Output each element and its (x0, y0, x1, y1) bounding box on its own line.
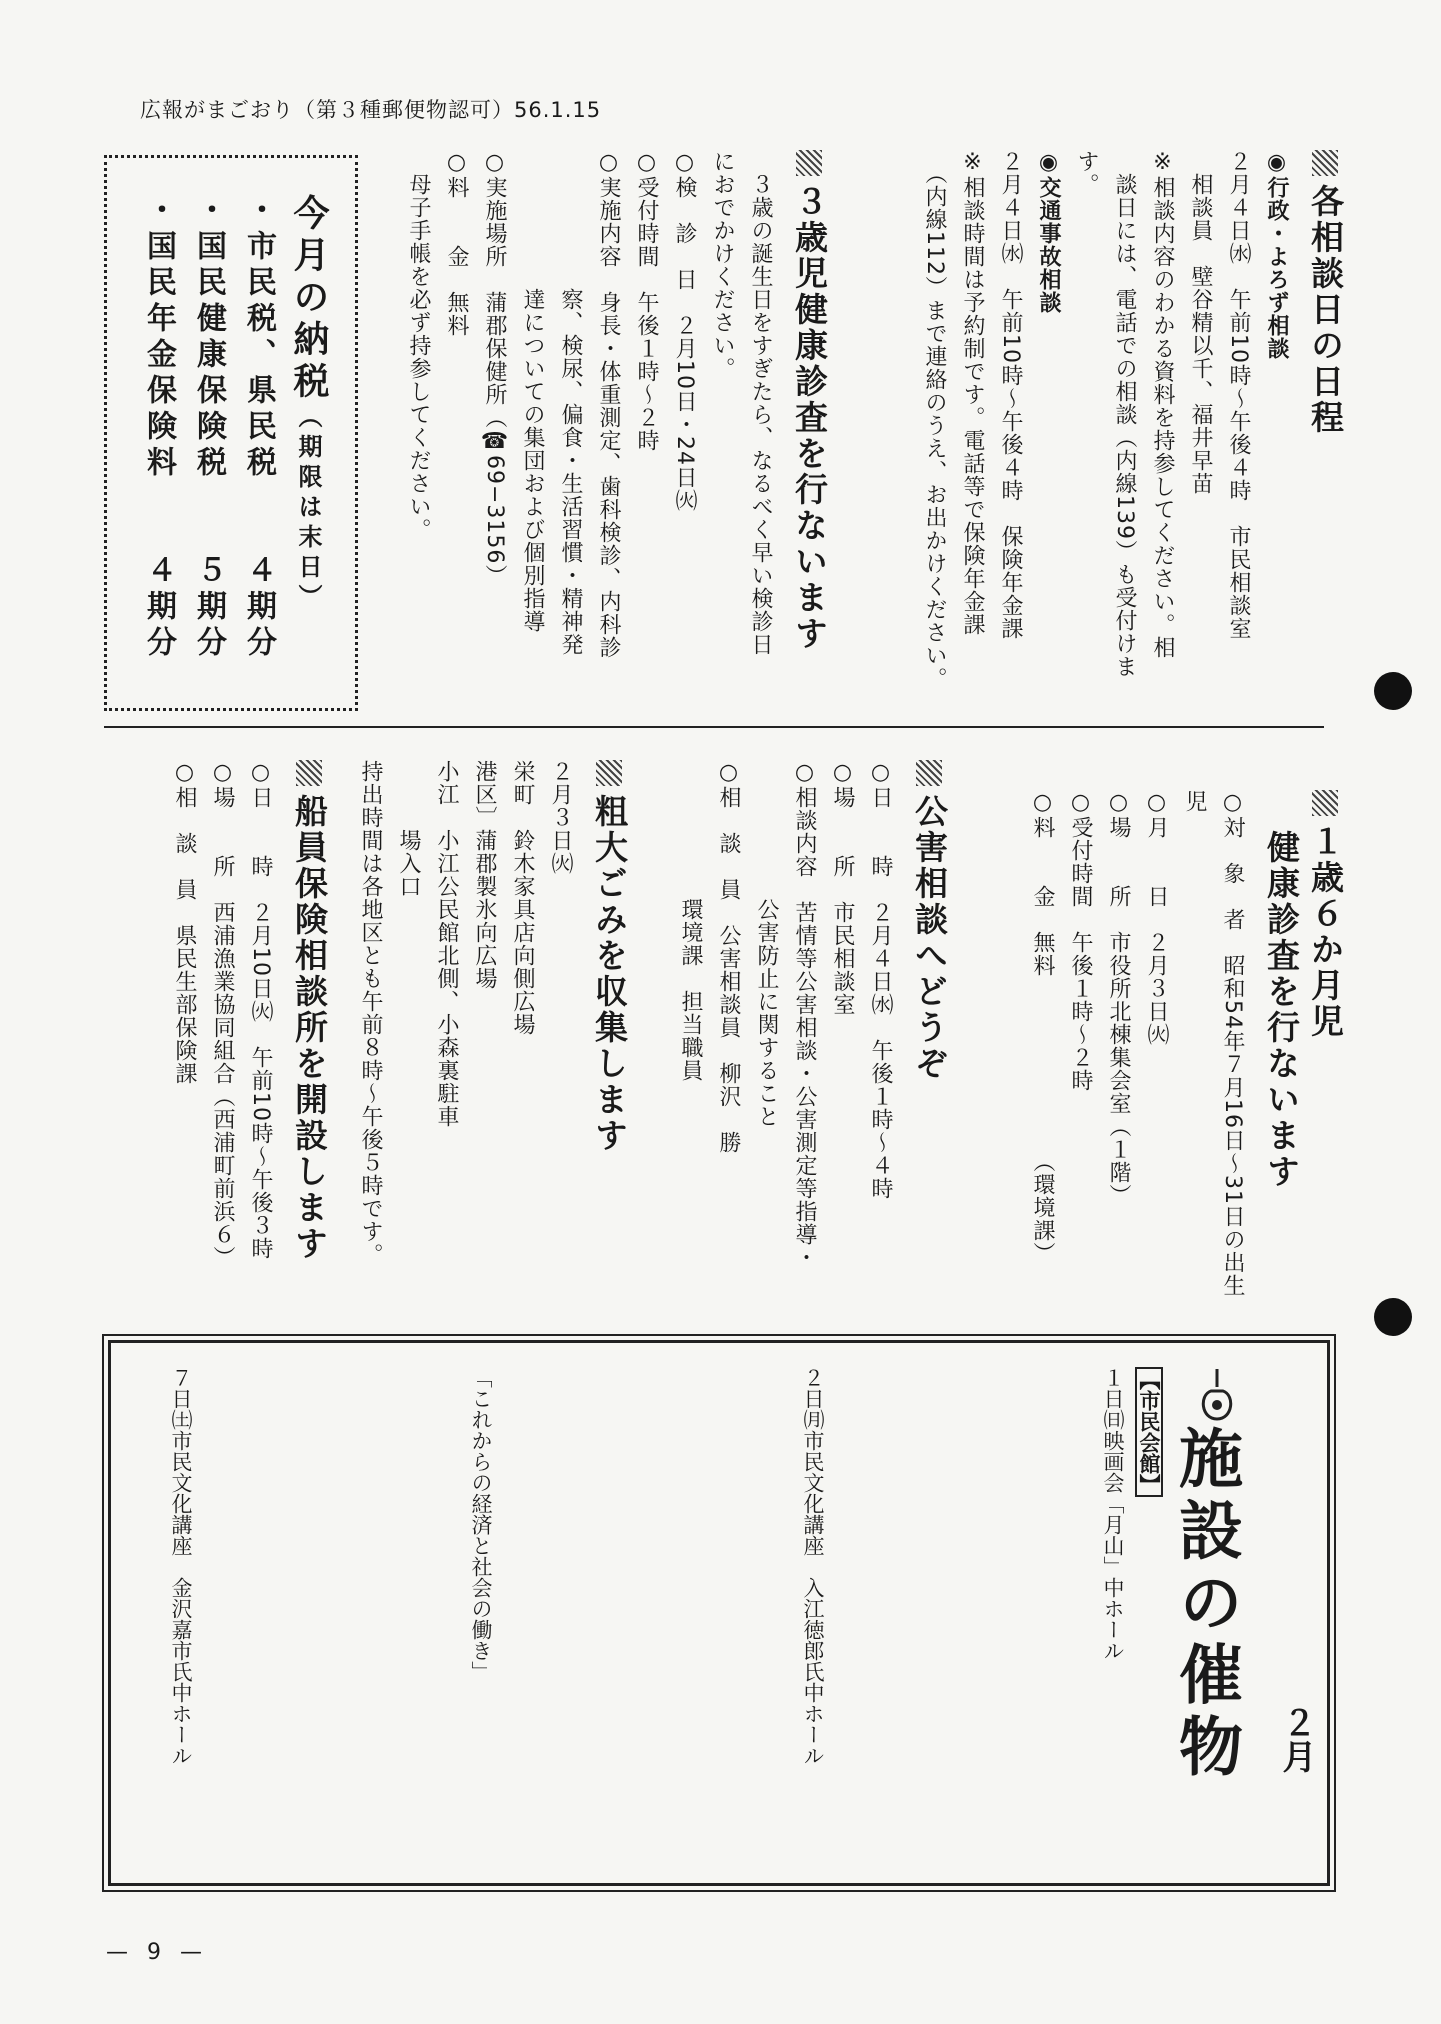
pollution-line: 環境課 担当職員 (678, 760, 703, 1082)
binder-hole-icon (1374, 1298, 1412, 1336)
consult-line: ２月４日㈬ 午前10時〜午後４時 市民相談室 (1226, 150, 1251, 640)
garbage-title: 粗大ごみを収集します (587, 760, 631, 1300)
garbage-line: 場入口 (396, 760, 421, 898)
checkup-3yo-line: におでかけください。 (710, 150, 735, 380)
binder-hole-icon (1374, 672, 1412, 710)
pollution-line: ○日 時 ２月４日㈬ 午後１時〜４時 (868, 760, 893, 1200)
checkup-1yo-line: ○場 所 市役所北棟集会室（１階） (1106, 790, 1131, 1207)
page-number: — 9 — (106, 1940, 208, 1965)
pollution-section (671, 760, 951, 1300)
pollution-line: ○相 談 員 公害相談員 柳沢 勝 (716, 760, 741, 1154)
consult-line: ２月４日㈬ 午前10時〜午後４時 保険年金課 (998, 150, 1023, 640)
checkup-1yo-line: ○対 象 者 昭和54年７月16日〜31日の出生児 (1182, 790, 1245, 1297)
event-hall: 中ホール (1101, 1577, 1125, 1661)
garbage-section (351, 760, 631, 1300)
consult-line: ◉交通事故相談 (1036, 150, 1061, 314)
checkup-3yo-line: ○実施場所 蒲郡保健所（☎69−3156） (482, 150, 507, 588)
checkup-3yo-line: 達についての集団および個別指導 (520, 150, 545, 633)
checkup-1yo-line: ○月 日 ２月３日㈫ (1144, 790, 1169, 1046)
checkup-3yo-line: ○実施内容 身長・体重測定、歯科検診、内科診 (596, 150, 621, 659)
pollution-line: ○相談内容 苦情等公害相談・公害測定等指導・ (792, 760, 817, 1269)
tax-item: ・国民健康保険税 ５期分 (191, 194, 226, 662)
garbage-line: 栄町 鈴木家具店向側広場 (510, 760, 535, 1036)
checkup-1yo-line: ○料 金 無料 （環境課） (1030, 790, 1055, 1265)
checkup-3yo-line: ○受付時間 午後１時〜２時 (634, 150, 659, 452)
event-item: ２日㈪市民文化講座 入江徳郎氏中ホール (801, 1367, 825, 1766)
event-date: １日㈰ (1101, 1367, 1125, 1430)
events-list (0, 1367, 1167, 1867)
events-month: ２月 (1276, 1705, 1316, 1773)
pollution-title: 公害相談へどうぞ (907, 760, 951, 1300)
checkup-1yo-line: ○受付時間 午後１時〜２時 (1068, 790, 1093, 1092)
consult-section (915, 150, 1347, 710)
seaman-insurance-line: ○日 時 ２月10日㈫ 午前10時〜午後３時 (248, 760, 273, 1260)
seaman-insurance-title: 船員保険相談所を開設します (287, 760, 331, 1300)
tax-box (104, 155, 358, 711)
events-header (1168, 1365, 1316, 1865)
tax-item: ・国民年金保険料 ４期分 (141, 194, 176, 662)
event-item: ７日㈯市民文化講座 金沢嘉市氏中ホール (169, 1367, 193, 1766)
consult-line: ※相談時間は予約制です。電話等で保険年金課 (960, 150, 985, 636)
guitar-icon (1193, 1365, 1241, 1425)
event-text: 映画会「月山」 (1101, 1430, 1125, 1577)
pollution-line: 公害防止に関すること (754, 760, 779, 1128)
checkup-3yo-line: 母子手帳を必ず持参してください。 (406, 150, 431, 541)
tax-title: 今月の納税 (288, 194, 329, 404)
venue-label-kaikan: 【市民会館】 (1137, 1369, 1161, 1495)
checkup-3yo-title: ３歳児健康診査を行ないます (787, 150, 831, 710)
events-box (108, 1340, 1330, 1886)
garbage-line: ２月３日㈫ (548, 760, 573, 875)
garbage-line: 小江 小江公民館北側、小森裏駐車 (434, 760, 459, 1128)
checkup-3yo-line: ○検 診 日 ２月10日・24日㈫ (672, 150, 697, 512)
tax-content (133, 194, 333, 684)
pollution-line: ○場 所 市民相談室 (830, 760, 855, 1016)
seaman-insurance-section (165, 760, 331, 1300)
event-item (831, 1367, 1131, 1867)
consult-line: 談日には、電話での相談（内線139）も受付けます。 (1074, 150, 1137, 678)
checkup-3yo-line: ○料 金 無料 (444, 150, 469, 337)
garbage-line: 港区〕蒲郡製氷向広場 (472, 760, 497, 990)
checkup-3yo-section (399, 150, 831, 710)
tax-deadline: （期限は末日） (294, 404, 322, 614)
consult-line: （内線112）まで連絡のうえ、お出かけください。 (922, 150, 947, 690)
consult-line: ◉行政・よろず相談 (1264, 150, 1289, 360)
checkup-1yo-title: １歳６か月児 (1303, 790, 1347, 1310)
seaman-insurance-line: ○相 談 員 県民生部保険課 (172, 760, 197, 1085)
checkup-3yo-line: ３歳の誕生日をすぎたら、なるべく早い検診日 (748, 150, 773, 656)
checkup-1yo-subtitle: 健康診査を行ないます (1262, 830, 1301, 1190)
tax-item: ・市民税、県民税 ４期分 (241, 194, 276, 662)
section-divider (104, 726, 1324, 728)
consult-title: 各相談日の日程 (1303, 150, 1347, 710)
garbage-line: 持出時間は各地区とも午前８時〜午後５時です。 (358, 760, 383, 1266)
consult-line: 相談員 壁谷精以千、福井早苗 (1188, 150, 1213, 495)
publication-header: 広報がまごおり（第３種郵便物認可）56.1.15 (140, 98, 602, 122)
event-item: 「これからの経済と社会の働き」 (469, 1367, 493, 1682)
consult-line: ※相談内容のわかる資料を持参してください。相 (1150, 150, 1175, 659)
checkup-3yo-line: 察、検尿、偏食・生活習慣・精神発 (558, 150, 583, 656)
seaman-insurance-line: ○場 所 西浦漁業協同組合（西浦町前浜６） (210, 760, 235, 1269)
events-title: 施設の催物 (1168, 1425, 1243, 1785)
checkup-1yo-section (1023, 790, 1347, 1310)
